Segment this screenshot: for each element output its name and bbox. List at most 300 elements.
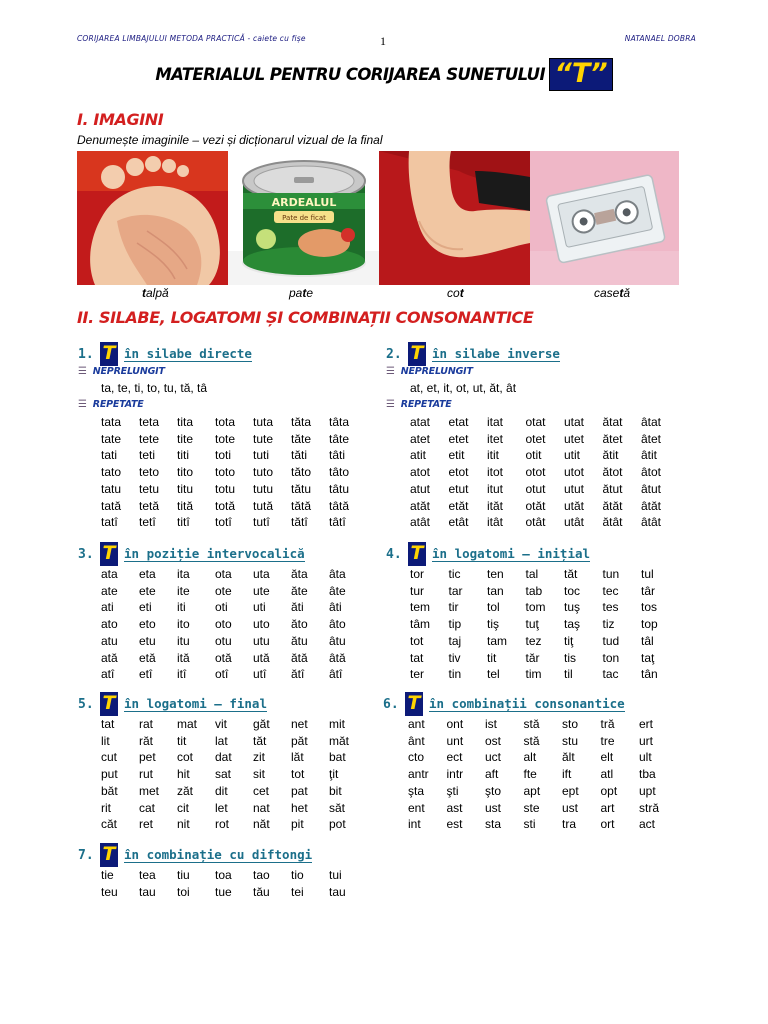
syllable-cell: ălt	[562, 750, 575, 765]
block-4-grid	[410, 566, 680, 683]
syllable-cell: toa	[215, 868, 232, 882]
grid-row	[101, 800, 367, 817]
syllable-cell: tes	[602, 600, 619, 615]
syllable-cell: stă	[523, 733, 540, 748]
syllable-cell: uct	[485, 750, 502, 765]
syllable-cell: put	[101, 767, 118, 782]
syllable-cell: tetă	[139, 498, 160, 513]
syllable-cell: tătă	[291, 498, 312, 513]
syllable-cell: cit	[177, 800, 189, 815]
grid-row	[101, 481, 367, 498]
grid-row	[101, 633, 367, 650]
grid-row	[101, 783, 367, 800]
syllable-cell: tăt	[564, 567, 578, 581]
syllable-cell: utut	[564, 481, 585, 496]
syllable-cell: tătî	[291, 515, 308, 530]
syllable-cell: oto	[215, 617, 232, 632]
syllable-cell: ita	[177, 567, 190, 581]
syllable-cell: şti	[446, 783, 459, 798]
syllable-cell: ota	[215, 567, 232, 581]
syllable-cell: tos	[641, 600, 658, 615]
syllable-cell: tâtî	[329, 515, 346, 530]
syllable-cell: tre	[600, 733, 615, 748]
block-7-heading	[78, 843, 312, 867]
syllable-cell: ito	[177, 617, 190, 632]
syllable-cell: tac	[602, 667, 619, 682]
syllable-cell: ătu	[291, 633, 308, 648]
block-5-letter: T	[100, 692, 118, 716]
syllable-cell: tită	[177, 498, 194, 513]
syllable-cell: tat	[410, 650, 424, 665]
syllable-cell: atât	[410, 515, 431, 530]
syllable-cell: tar	[448, 583, 463, 598]
block-2-number: 2.	[386, 346, 402, 362]
syllable-cell: tâtă	[329, 498, 350, 513]
syllable-cell: int	[408, 817, 421, 832]
syllable-cell: rat	[139, 717, 154, 731]
syllable-cell: sti	[523, 817, 536, 832]
grid-row	[408, 800, 678, 817]
syllable-cell: let	[215, 800, 228, 815]
syllable-cell: şta	[408, 783, 425, 798]
syllable-cell: tul	[641, 567, 654, 581]
syllable-cell: ton	[602, 650, 620, 665]
syllable-cell: urt	[639, 733, 654, 748]
caption-cot: cot	[447, 286, 464, 300]
syllable-cell: itet	[487, 431, 504, 446]
syllable-cell: tăto	[291, 465, 312, 480]
syllable-cell: ătă	[291, 650, 308, 665]
section-1-subtitle: Denumește imaginile – vezi și dicționarul vizual de la final	[77, 133, 383, 147]
syllable-cell: ter	[410, 667, 425, 682]
syllable-cell: ust	[485, 800, 502, 815]
syllable-cell: dit	[215, 783, 228, 798]
block-4-heading	[386, 542, 590, 566]
grid-row	[410, 666, 680, 683]
syllable-cell: lăt	[291, 750, 304, 765]
syllable-cell: itit	[487, 448, 499, 463]
syllable-cell: toc	[564, 583, 581, 598]
syllable-cell: măt	[329, 733, 350, 748]
grid-row	[101, 716, 367, 733]
syllable-cell: ite	[177, 583, 190, 598]
syllable-cell: tit	[177, 733, 187, 748]
caption-talpa: talpă	[142, 286, 169, 300]
block-6-grid	[408, 716, 678, 833]
grid-row	[408, 783, 678, 800]
syllable-cell: antr	[408, 767, 429, 782]
grid-row	[410, 464, 680, 481]
syllable-cell: ato	[101, 617, 118, 632]
header-left-text: CORIJAREA LIMBAJULUI METODA PRACTICĂ - caiete cu fișe	[77, 34, 306, 43]
syllable-cell: âtat	[641, 415, 662, 429]
syllable-cell: teti	[139, 448, 156, 463]
syllable-cell: atit	[410, 448, 427, 463]
syllable-cell: âtăt	[641, 498, 662, 513]
syllable-cell: tic	[448, 567, 461, 581]
syllable-cell: tur	[410, 583, 425, 598]
syllable-cell: rut	[139, 767, 154, 782]
syllable-cell: năt	[253, 817, 270, 832]
syllable-cell: atăt	[410, 498, 431, 513]
syllable-cell: păt	[291, 733, 308, 748]
syllable-cell: oti	[215, 600, 228, 615]
syllable-cell: utot	[564, 465, 585, 480]
syllable-cell: tau	[329, 884, 346, 899]
block-2-letter: T	[408, 342, 426, 366]
syllable-cell: ătăt	[602, 498, 623, 513]
syllable-cell: itât	[487, 515, 504, 530]
grid-row	[101, 583, 367, 600]
syllable-cell: ăti	[291, 600, 304, 615]
syllable-cell: mit	[329, 717, 345, 731]
syllable-cell: tei	[291, 884, 304, 899]
syllable-cell: tan	[487, 583, 504, 598]
syllable-cell: ost	[485, 733, 502, 748]
syllable-cell: ort	[600, 817, 615, 832]
caption-caseta: casetă	[594, 286, 631, 300]
syllable-cell: tatî	[101, 515, 118, 530]
syllable-cell: itut	[487, 481, 504, 496]
syllable-cell: tiv	[448, 650, 461, 665]
syllable-cell: tun	[602, 567, 620, 581]
syllable-cell: nit	[177, 817, 190, 832]
block-1-heading	[78, 342, 252, 366]
syllable-cell: toi	[177, 884, 190, 899]
syllable-cell: etî	[139, 667, 153, 682]
grid-row	[101, 616, 367, 633]
block-1-sub-repetate: ☰ REPETATE	[78, 399, 144, 410]
syllable-cell: apt	[523, 783, 541, 798]
syllable-cell: stă	[523, 717, 540, 731]
syllable-cell: cto	[408, 750, 425, 765]
syllable-cell: tău	[253, 884, 270, 899]
syllable-cell: bat	[329, 750, 346, 765]
syllable-cell: utu	[253, 633, 270, 648]
syllable-cell: eto	[139, 617, 156, 632]
block-6-title: în combinații consonantice	[429, 696, 625, 711]
syllable-cell: tit	[487, 650, 497, 665]
syllable-cell: tuţ	[525, 617, 539, 632]
block-3-heading	[78, 542, 305, 566]
syllable-cell: atl	[600, 767, 614, 782]
syllable-cell: ate	[101, 583, 118, 598]
grid-row	[408, 716, 678, 733]
syllable-cell: tor	[410, 567, 425, 581]
syllable-cell: sat	[215, 767, 232, 782]
block-2-grid	[410, 414, 680, 531]
syllable-cell: tuti	[253, 448, 270, 463]
syllable-cell: vit	[215, 717, 227, 731]
syllable-cell: tao	[253, 868, 270, 882]
syllable-cell: ţit	[329, 767, 339, 782]
image-strip	[77, 151, 679, 285]
syllable-cell: tota	[215, 415, 236, 429]
block-7-grid	[101, 867, 367, 900]
syllable-cell: ătî	[291, 667, 305, 682]
block-5-grid	[101, 716, 367, 833]
block-6-letter: T	[405, 692, 423, 716]
syllable-cell: etât	[448, 515, 469, 530]
syllable-cell: tec	[602, 583, 619, 598]
cassette-image	[530, 151, 679, 285]
syllable-cell: etăt	[448, 498, 469, 513]
syllable-cell: stu	[562, 733, 579, 748]
grid-row	[101, 566, 367, 583]
syllable-cell: căt	[101, 817, 118, 832]
syllable-cell: itu	[177, 633, 190, 648]
syllable-cell: tăr	[525, 650, 540, 665]
block-4-number: 4.	[386, 546, 402, 562]
syllable-cell: totă	[215, 498, 236, 513]
syllable-cell: tie	[101, 868, 114, 882]
syllable-cell: tud	[602, 633, 620, 648]
syllable-cell: cat	[139, 800, 156, 815]
syllable-cell: etu	[139, 633, 156, 648]
block-2-sub-neprelungit: ☰ NEPRELUNGIT	[386, 366, 473, 377]
grid-row	[408, 816, 678, 833]
syllable-cell: ant	[408, 717, 425, 731]
page-number: 1	[380, 34, 386, 48]
grid-row	[101, 766, 367, 783]
syllable-cell: tâm	[410, 617, 431, 632]
syllable-cell: ătit	[602, 448, 619, 463]
foot-image	[77, 151, 228, 285]
syllable-cell: teto	[139, 465, 160, 480]
syllable-cell: tra	[562, 817, 577, 832]
grid-row	[101, 650, 367, 667]
syllable-cell: itî	[177, 667, 187, 682]
syllable-cell: ati	[101, 600, 114, 615]
syllable-cell: uti	[253, 600, 266, 615]
grid-row	[101, 431, 367, 448]
syllable-cell: tot	[291, 767, 305, 782]
syllable-cell: sta	[485, 817, 502, 832]
block-1-grid	[101, 414, 367, 531]
syllable-cell: tel	[487, 667, 500, 682]
page-title	[0, 58, 768, 90]
syllable-cell: găt	[253, 717, 270, 731]
block-6-heading	[383, 692, 625, 716]
grid-row	[410, 599, 680, 616]
section-1-heading: I. IMAGINI	[77, 110, 164, 129]
can-brand-label: ARDEALUL	[271, 196, 337, 209]
grid-row	[410, 431, 680, 448]
syllable-cell: etot	[448, 465, 469, 480]
grid-row	[410, 481, 680, 498]
block-3-letter: T	[100, 542, 118, 566]
syllable-cell: tab	[525, 583, 543, 598]
title-text: MATERIALUL PENTRU CORIJAREA SUNETULUI	[155, 65, 545, 84]
syllable-cell: tol	[487, 600, 500, 615]
syllable-cell: utat	[564, 415, 585, 429]
block-2-plain-syllables: at, et, it, ot, ut, ăt, ât	[410, 381, 517, 395]
syllable-cell: otat	[525, 415, 546, 429]
syllable-cell: itat	[487, 415, 504, 429]
syllable-cell: tâti	[329, 448, 346, 463]
syllable-cell: ătot	[602, 465, 623, 480]
syllable-cell: săt	[329, 800, 346, 815]
syllable-cell: utât	[564, 515, 585, 530]
syllable-cell: etă	[139, 650, 156, 665]
syllable-cell: taş	[564, 617, 581, 632]
syllable-cell: cet	[253, 783, 270, 798]
syllable-cell: ătet	[602, 431, 623, 446]
syllable-cell: ept	[562, 783, 579, 798]
syllable-cell: art	[600, 800, 615, 815]
syllable-cell: pot	[329, 817, 346, 832]
syllable-cell: etat	[448, 415, 469, 429]
syllable-cell: stră	[639, 800, 660, 815]
syllable-cell: utit	[564, 448, 581, 463]
syllable-cell: sit	[253, 767, 265, 782]
syllable-cell: tăta	[291, 415, 312, 429]
grid-row	[410, 650, 680, 667]
syllable-cell: zit	[253, 750, 265, 765]
syllable-cell: tea	[139, 868, 156, 882]
book-icon: ☰	[78, 366, 87, 377]
grid-row	[410, 616, 680, 633]
syllable-cell: tio	[291, 868, 304, 882]
grid-row	[408, 749, 678, 766]
grid-row	[101, 749, 367, 766]
syllable-cell: etut	[448, 481, 469, 496]
book-icon: ☰	[386, 399, 395, 410]
syllable-cell: pet	[139, 750, 156, 765]
syllable-cell: iti	[177, 600, 186, 615]
block-6-number: 6.	[383, 696, 399, 712]
grid-row	[101, 884, 367, 901]
syllable-cell: âtot	[641, 465, 662, 480]
syllable-cell: tră	[600, 717, 615, 731]
section-2-heading: II. SILABE, LOGATOMI ȘI COMBINAȚII CONSONANTICE	[77, 308, 534, 327]
syllable-cell: top	[641, 617, 658, 632]
syllable-cell: tetu	[139, 481, 160, 496]
syllable-cell: âtât	[641, 515, 662, 530]
syllable-cell: totu	[215, 481, 236, 496]
syllable-cell: tin	[448, 667, 462, 682]
syllable-cell: cot	[177, 750, 194, 765]
block-3-grid	[101, 566, 367, 683]
syllable-cell: tui	[329, 868, 342, 882]
grid-row	[410, 514, 680, 531]
syllable-cell: tim	[525, 667, 542, 682]
syllable-cell: otăt	[525, 498, 546, 513]
syllable-cell: tat	[101, 717, 115, 731]
syllable-cell: ret	[139, 817, 154, 832]
syllable-cell: atet	[410, 431, 431, 446]
syllable-cell: tez	[525, 633, 542, 648]
syllable-cell: ăto	[291, 617, 308, 632]
syllable-cell: tote	[215, 431, 236, 446]
grid-row	[410, 414, 680, 431]
syllable-cell: âte	[329, 583, 346, 598]
syllable-cell: etit	[448, 448, 465, 463]
syllable-cell: ătat	[602, 415, 623, 429]
syllable-cell: tiţ	[564, 633, 574, 648]
syllable-cell: tâta	[329, 415, 350, 429]
syllable-cell: tută	[253, 498, 274, 513]
syllable-cell: âtî	[329, 667, 343, 682]
syllable-cell: băt	[101, 783, 118, 798]
syllable-cell: ută	[253, 650, 270, 665]
syllable-cell: etet	[448, 431, 469, 446]
block-1-number: 1.	[78, 346, 94, 362]
syllable-cell: tita	[177, 415, 194, 429]
grid-row	[101, 867, 367, 884]
syllable-cell: ten	[487, 567, 504, 581]
syllable-cell: ist	[485, 717, 497, 731]
syllable-cell: totî	[215, 515, 232, 530]
syllable-cell: titî	[177, 515, 190, 530]
grid-row	[408, 766, 678, 783]
syllable-cell: ata	[101, 567, 118, 581]
syllable-cell: otî	[215, 667, 229, 682]
syllable-cell: tuş	[564, 600, 581, 615]
grid-row	[408, 733, 678, 750]
syllable-cell: intr	[446, 767, 464, 782]
block-1-plain-syllables: ta, te, ti, to, tu, tă, tâ	[101, 381, 208, 395]
syllable-cell: tato	[101, 465, 122, 480]
block-5-number: 5.	[78, 696, 94, 712]
block-3-number: 3.	[78, 546, 94, 562]
header-right-text: NATANAEL DOBRA	[624, 34, 696, 43]
syllable-cell: otă	[215, 650, 232, 665]
syllable-cell: âti	[329, 600, 342, 615]
syllable-cell: tatu	[101, 481, 122, 496]
block-1-letter: T	[100, 342, 118, 366]
grid-row	[101, 498, 367, 515]
syllable-cell: tăte	[291, 431, 312, 446]
syllable-cell: aft	[485, 767, 499, 782]
syllable-cell: tue	[215, 884, 232, 899]
syllable-cell: tân	[641, 667, 658, 682]
syllable-cell: toto	[215, 465, 236, 480]
syllable-cell: lat	[215, 733, 228, 748]
syllable-cell: taj	[448, 633, 462, 648]
syllable-cell: âto	[329, 617, 346, 632]
syllable-cell: âtut	[641, 481, 662, 496]
book-icon: ☰	[78, 399, 87, 410]
syllable-cell: âtu	[329, 633, 346, 648]
syllable-cell: otit	[525, 448, 542, 463]
syllable-cell: âtet	[641, 431, 662, 446]
syllable-cell: ită	[177, 650, 190, 665]
syllable-cell: zăt	[177, 783, 194, 798]
syllable-cell: tâl	[641, 633, 654, 648]
grid-row	[410, 583, 680, 600]
syllable-cell: lit	[101, 733, 110, 748]
syllable-cell: dat	[215, 750, 232, 765]
syllable-cell: tete	[139, 431, 160, 446]
book-icon: ☰	[386, 366, 395, 377]
syllable-cell: tutî	[253, 515, 270, 530]
syllable-cell: ânt	[408, 733, 425, 748]
syllable-cell: tute	[253, 431, 274, 446]
syllable-cell: eti	[139, 600, 152, 615]
syllable-cell: titu	[177, 481, 194, 496]
syllable-cell: atut	[410, 481, 431, 496]
syllable-cell: tati	[101, 448, 118, 463]
syllable-cell: ast	[446, 800, 463, 815]
elbow-image	[379, 151, 530, 285]
syllable-cell: ust	[562, 800, 579, 815]
syllable-cell: bit	[329, 783, 342, 798]
syllable-cell: otet	[525, 431, 546, 446]
syllable-cell: âta	[329, 567, 346, 581]
block-1-sub-neprelungit: ☰ NEPRELUNGIT	[78, 366, 165, 377]
syllable-cell: tis	[564, 650, 576, 665]
